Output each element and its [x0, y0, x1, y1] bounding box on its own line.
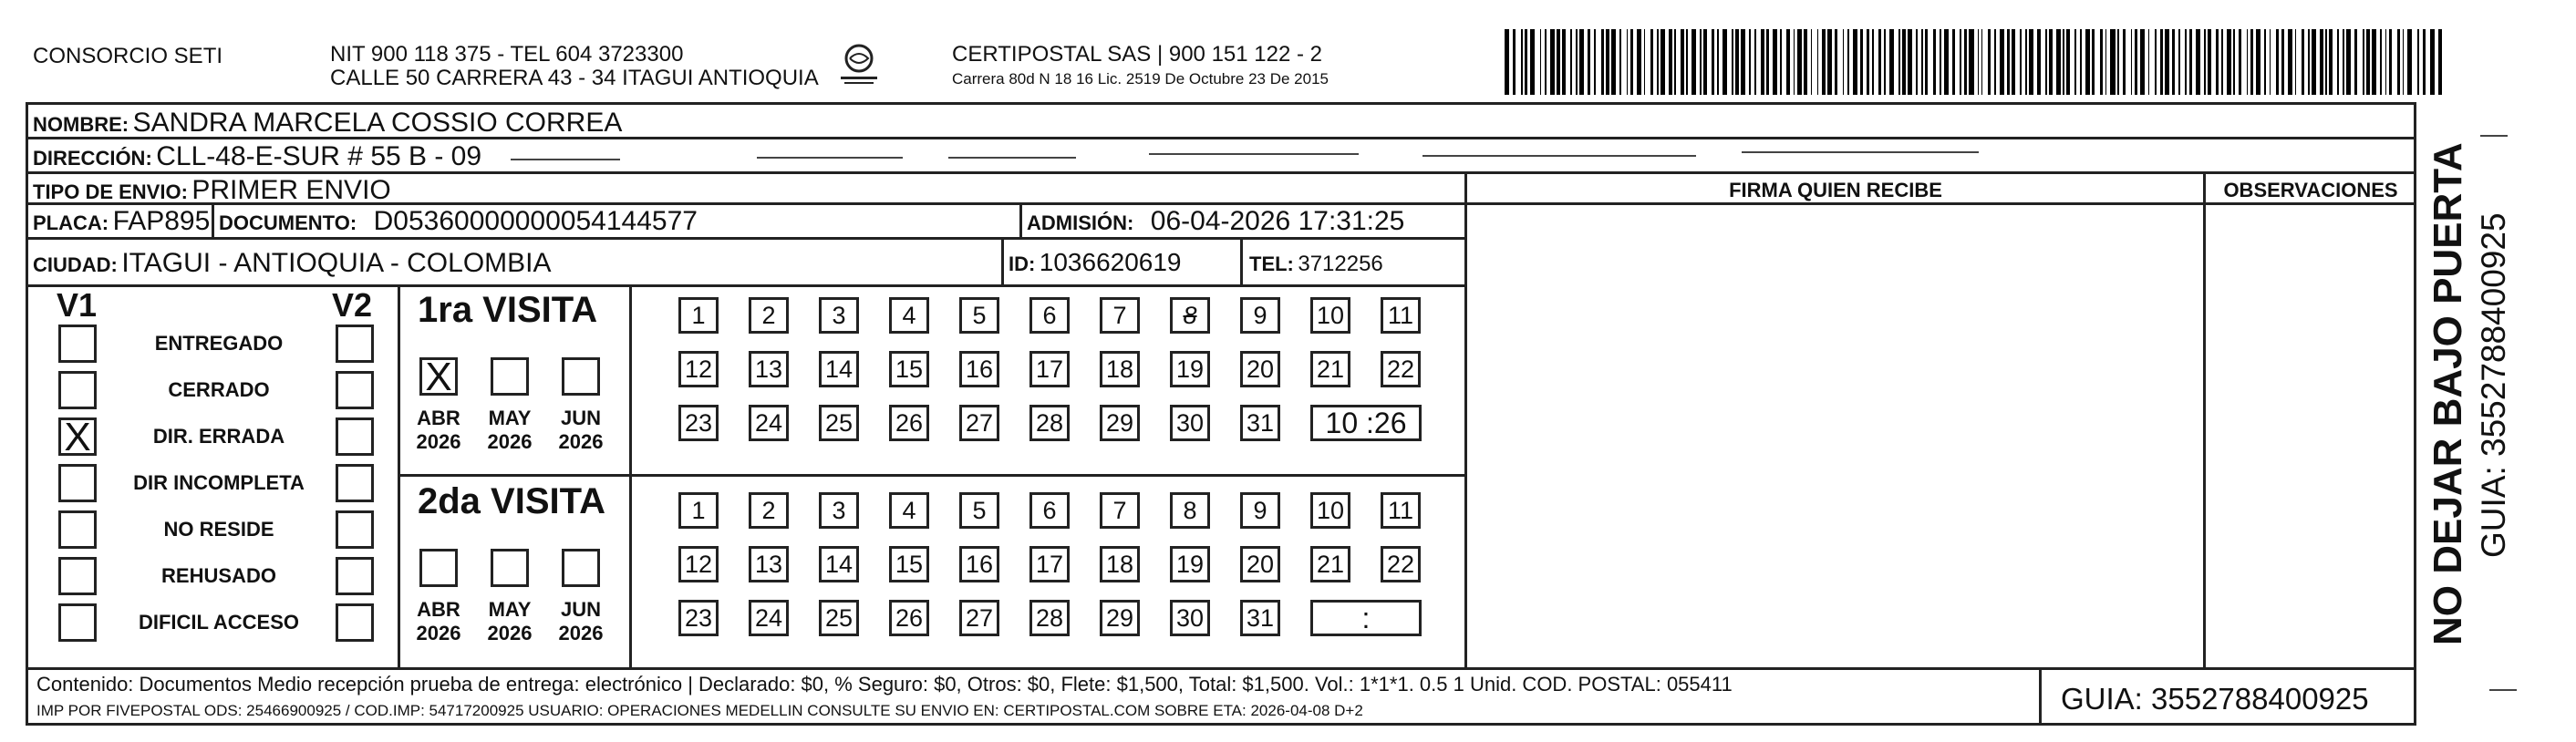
day-box[interactable]: 1 — [678, 297, 719, 334]
day-box[interactable]: 31 — [1240, 600, 1280, 636]
nit-line: NIT 900 118 375 - TEL 604 3723300 — [330, 42, 684, 67]
day-box[interactable]: 17 — [1029, 546, 1070, 582]
v2-checkbox[interactable] — [336, 371, 374, 409]
day-box[interactable]: 18 — [1100, 351, 1140, 387]
day-box[interactable]: 4 — [889, 492, 929, 529]
nombre-label: NOMBRE: — [33, 113, 129, 136]
day-box[interactable]: 14 — [819, 351, 859, 387]
v2-checkbox[interactable] — [336, 603, 374, 642]
day-box[interactable]: 22 — [1381, 546, 1421, 582]
time-box[interactable]: : — [1310, 600, 1422, 636]
v1-checkbox[interactable]: X — [58, 417, 97, 456]
day-box[interactable]: 7 — [1100, 492, 1140, 529]
day-box[interactable]: 17 — [1029, 351, 1070, 387]
day-box[interactable]: 10 — [1310, 492, 1350, 529]
guia-box: GUIA: 3552788400925 — [2061, 682, 2369, 716]
license-line: Carrera 80d N 18 16 Lic. 2519 De Octubre 23 De 2015 — [952, 70, 1329, 88]
id-value: 1036620619 — [1039, 248, 1182, 276]
time-box[interactable]: 10 :26 — [1310, 405, 1422, 441]
admision-label: ADMISIÓN: — [1027, 211, 1134, 234]
v1-checkbox[interactable] — [58, 510, 97, 549]
admision-value: 06-04-2026 17:31:25 — [1150, 206, 1405, 236]
observaciones-label: OBSERVACIONES — [2223, 179, 2398, 201]
month-checkbox[interactable] — [562, 549, 600, 587]
certipostal-logo-icon — [837, 42, 881, 89]
day-box[interactable]: 2 — [749, 492, 789, 529]
day-box[interactable]: 29 — [1100, 405, 1140, 441]
day-box[interactable]: 6 — [1029, 297, 1070, 334]
day-box[interactable]: 23 — [678, 600, 719, 636]
v1-checkbox[interactable] — [58, 557, 97, 595]
day-box[interactable]: 22 — [1381, 351, 1421, 387]
day-box[interactable]: 16 — [959, 546, 999, 582]
side-guia: GUIA: 3552788400925 — [2475, 212, 2512, 558]
day-box[interactable]: 26 — [889, 600, 929, 636]
day-box[interactable]: 8 — [1170, 492, 1210, 529]
status-label: REHUSADO — [161, 564, 276, 587]
day-box[interactable]: 19 — [1170, 351, 1210, 387]
month-label: JUN 2026 — [558, 598, 604, 644]
day-box[interactable]: 3 — [819, 297, 859, 334]
carrier-line: CERTIPOSTAL SAS | 900 151 122 - 2 — [952, 42, 1322, 67]
v1-checkbox[interactable] — [58, 371, 97, 409]
day-box[interactable]: 14 — [819, 546, 859, 582]
day-box[interactable]: 31 — [1240, 405, 1280, 441]
day-box[interactable]: 28 — [1029, 405, 1070, 441]
company-name: CONSORCIO SETI — [33, 44, 223, 68]
v2-checkbox[interactable] — [336, 325, 374, 363]
status-label: DIR INCOMPLETA — [133, 471, 305, 494]
day-box[interactable]: 5 — [959, 492, 999, 529]
day-box[interactable]: 6 — [1029, 492, 1070, 529]
month-label: MAY 2026 — [487, 598, 533, 644]
day-box[interactable]: 5 — [959, 297, 999, 334]
day-box[interactable]: 11 — [1381, 297, 1421, 334]
v2-label: V2 — [332, 286, 373, 324]
status-label: ENTREGADO — [154, 332, 284, 355]
month-checkbox[interactable] — [491, 357, 529, 396]
barcode — [1505, 29, 2444, 95]
day-box[interactable]: 24 — [749, 405, 789, 441]
status-label: DIFICIL ACCESO — [138, 611, 299, 634]
month-checkbox[interactable]: X — [419, 357, 458, 396]
day-box[interactable]: 9 — [1240, 297, 1280, 334]
month-checkbox[interactable] — [562, 357, 600, 396]
placa-value: FAP895 — [112, 206, 211, 236]
day-box[interactable]: 12 — [678, 351, 719, 387]
day-box[interactable]: 12 — [678, 546, 719, 582]
day-box[interactable]: 21 — [1310, 546, 1350, 582]
day-box[interactable]: 9 — [1240, 492, 1280, 529]
day-box[interactable]: 21 — [1310, 351, 1350, 387]
month-label: ABR 2026 — [416, 598, 461, 644]
day-box[interactable]: 15 — [889, 546, 929, 582]
day-box[interactable]: 18 — [1100, 546, 1140, 582]
day-box[interactable]: 2 — [749, 297, 789, 334]
v2-checkbox[interactable] — [336, 464, 374, 502]
placa-label: PLACA: — [33, 211, 109, 234]
day-box[interactable]: 15 — [889, 351, 929, 387]
tipo-envio-label: TIPO DE ENVIO: — [33, 180, 188, 203]
day-box[interactable]: 19 — [1170, 546, 1210, 582]
day-box[interactable]: 11 — [1381, 492, 1421, 529]
day-box[interactable]: 10 — [1310, 297, 1350, 334]
month-checkbox[interactable] — [491, 549, 529, 587]
direccion-value: CLL-48-E-SUR # 55 B - 09 — [156, 141, 482, 171]
footer-imp-line: IMP POR FIVEPOSTAL ODS: 25466900925 / COD.IMP: 54717200925 USUARIO: OPERACIONES MEDELLIN CONSULTE SU ENVIO EN: CERTIPOSTAL.COM SOBRE ETA: 2026-04-08 D+2 — [36, 702, 1363, 719]
day-box[interactable]: 4 — [889, 297, 929, 334]
day-box[interactable]: 1 — [678, 492, 719, 529]
footer-content-line: Contenido: Documentos Medio recepción prueba de entrega: electrónico | Declarado: $0, % Seguro: $0, Otros: $0, Flete: $1,500, Total: $1,500. Vol.: 1*1*1. 0.5 1 Unid. COD. POSTAL: 055411 — [36, 673, 1733, 696]
day-box[interactable]: 8 — [1170, 297, 1210, 334]
v1-checkbox[interactable] — [58, 603, 97, 642]
firma-label: FIRMA QUIEN RECIBE — [1729, 179, 1942, 201]
v2-checkbox[interactable] — [336, 557, 374, 595]
status-label: CERRADO — [168, 378, 270, 401]
month-label: MAY 2026 — [487, 407, 533, 453]
first-visit-title: 1ra VISITA — [418, 290, 598, 330]
day-box[interactable]: 30 — [1170, 600, 1210, 636]
status-label: NO RESIDE — [163, 518, 274, 541]
v1-checkbox[interactable] — [58, 325, 97, 363]
day-box[interactable]: 16 — [959, 351, 999, 387]
day-box[interactable]: 25 — [819, 405, 859, 441]
month-label: JUN 2026 — [558, 407, 604, 453]
day-box[interactable]: 30 — [1170, 405, 1210, 441]
day-box[interactable]: 26 — [889, 405, 929, 441]
tel-label: TEL: — [1249, 252, 1294, 275]
day-box[interactable]: 23 — [678, 405, 719, 441]
day-box[interactable]: 27 — [959, 600, 999, 636]
tipo-envio-value: PRIMER ENVIO — [191, 175, 391, 205]
documento-label: DOCUMENTO: — [219, 211, 357, 234]
day-box[interactable]: 13 — [749, 546, 789, 582]
day-box[interactable]: 3 — [819, 492, 859, 529]
v2-checkbox[interactable] — [336, 510, 374, 549]
v2-checkbox[interactable] — [336, 417, 374, 456]
ciudad-value: ITAGUI - ANTIOQUIA - COLOMBIA — [121, 248, 552, 278]
nombre-value: SANDRA MARCELA COSSIO CORREA — [132, 108, 623, 138]
direccion-label: DIRECCIÓN: — [33, 147, 152, 170]
ciudad-label: CIUDAD: — [33, 253, 118, 276]
address-line: CALLE 50 CARRERA 43 - 34 ITAGUI ANTIOQUIA — [330, 66, 819, 90]
v1-checkbox[interactable] — [58, 464, 97, 502]
day-box[interactable]: 24 — [749, 600, 789, 636]
day-box[interactable]: 25 — [819, 600, 859, 636]
status-label: DIR. ERRADA — [152, 425, 285, 448]
month-checkbox[interactable] — [419, 549, 458, 587]
day-box[interactable]: 20 — [1240, 351, 1280, 387]
no-dejar-bajo-puerta: NO DEJAR BAJO PUERTA — [2426, 142, 2470, 645]
documento-value: D05360000000054144577 — [373, 206, 698, 236]
day-box[interactable]: 27 — [959, 405, 999, 441]
v1-label: V1 — [57, 286, 98, 324]
day-box[interactable]: 20 — [1240, 546, 1280, 582]
month-label: ABR 2026 — [416, 407, 461, 453]
day-box[interactable]: 7 — [1100, 297, 1140, 334]
day-box[interactable]: 28 — [1029, 600, 1070, 636]
second-visit-title: 2da VISITA — [418, 481, 605, 521]
day-box[interactable]: 29 — [1100, 600, 1140, 636]
day-box[interactable]: 13 — [749, 351, 789, 387]
tel-value: 3712256 — [1298, 252, 1383, 276]
id-label: ID: — [1009, 252, 1036, 275]
